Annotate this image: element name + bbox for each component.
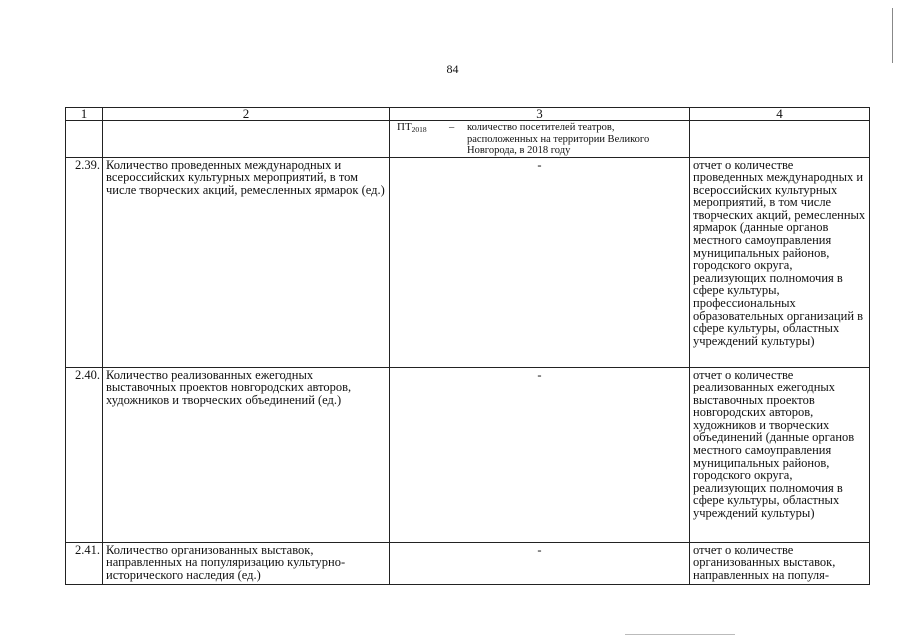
data-source: отчет о количестве проведенных международных и всероссийских культурных мероприятий, в том числе творческих акций, ремесленных ярмарок (данные органов местного самоуправления муниципальных районов, городского округа, реализующих полномочия в сфере культуры, профессиональных образовательных организаций в сфере культуры, областных учреждений культуры) bbox=[690, 157, 870, 367]
data-source: отчет о количестве реализованных ежегодных выставочных проектов новгородских авторов, художников и творческих объединений (данные органов местного самоуправления муниципальных районов, городского округа, реализующих полномочия в сфере культуры, областных учреждений культуры) bbox=[690, 367, 870, 542]
formula-symbol: $ПТ_{2018}$ bbox=[397, 121, 427, 134]
page-number: 84 bbox=[446, 62, 459, 76]
formula-cell: - bbox=[390, 542, 690, 584]
scan-edge-mark bbox=[892, 8, 893, 63]
formula-subscript: 2018 bbox=[411, 125, 427, 134]
formula-dash: – bbox=[449, 122, 455, 133]
formula-definition-cell bbox=[390, 121, 690, 158]
indicator-table bbox=[65, 107, 870, 585]
row-number: 2.41. bbox=[66, 542, 103, 584]
scan-edge-mark bbox=[625, 634, 735, 635]
indicator-name: Количество проведенных международных и всероссийских культурных мероприятий, в том числе творческих акций, ремесленных ярмарок (ед.) bbox=[103, 157, 390, 367]
table-row bbox=[66, 542, 870, 584]
header-cell-1: 1 bbox=[66, 108, 103, 121]
indicator-name: Количество организованных выставок, направленных на популяризацию культурно-исторического наследия (ед.) bbox=[103, 542, 390, 584]
header-row bbox=[66, 108, 870, 121]
empty-cell bbox=[66, 121, 103, 158]
row-number: 2.39. bbox=[66, 157, 103, 367]
header-cell-2: 2 bbox=[103, 108, 390, 121]
empty-cell bbox=[103, 121, 390, 158]
table-row bbox=[66, 157, 870, 367]
formula-cell: - bbox=[390, 157, 690, 367]
empty-cell bbox=[690, 121, 870, 158]
formula-description: количество посетителей театров, расположенных на территории Великого Новгорода, в 2018 году bbox=[467, 122, 650, 156]
table-row bbox=[66, 367, 870, 542]
formula-row bbox=[66, 121, 870, 158]
data-source: отчет о количестве организованных выставок, направленных на популя- bbox=[690, 542, 870, 584]
row-number: 2.40. bbox=[66, 367, 103, 542]
header-cell-4: 4 bbox=[690, 108, 870, 121]
formula-cell: - bbox=[390, 367, 690, 542]
indicator-name: Количество реализованных ежегодных выставочных проектов новгородских авторов, художников и творческих объединений (ед.) bbox=[103, 367, 390, 542]
header-cell-3: 3 bbox=[390, 108, 690, 121]
